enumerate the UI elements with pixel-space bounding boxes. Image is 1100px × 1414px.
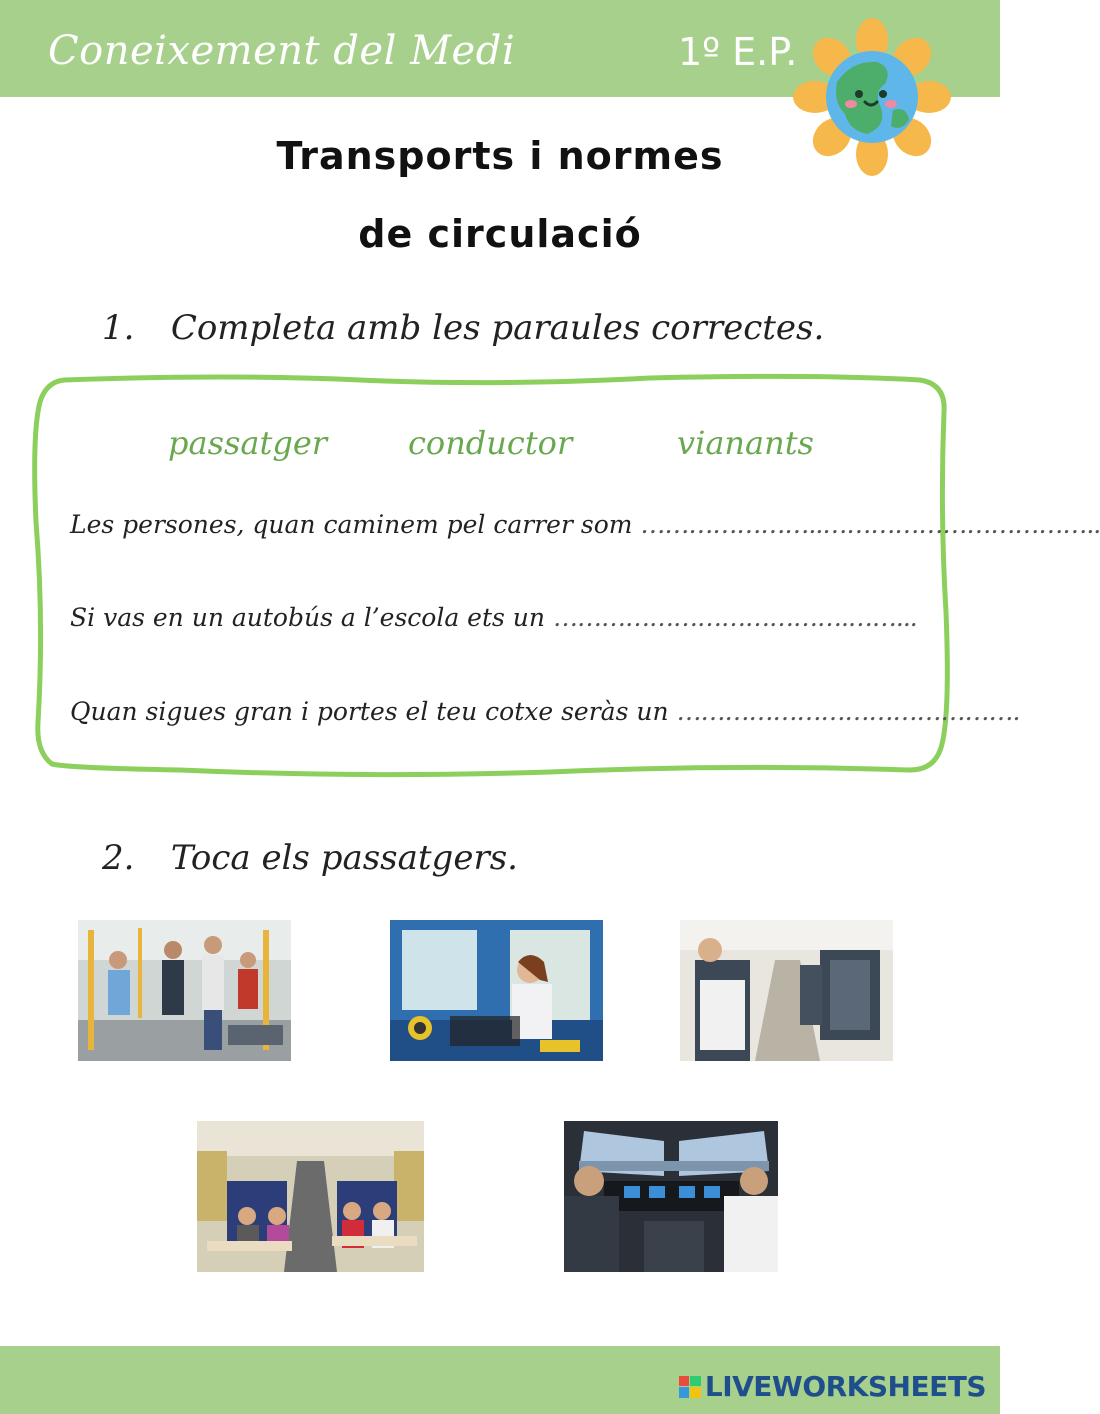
train-passengers-photo[interactable] [197, 1121, 424, 1272]
sentence-1-blank[interactable]: …………………..…………………………….. [640, 510, 1100, 539]
sentence-3 [70, 697, 1019, 726]
sentence-2 [70, 603, 917, 632]
sentence-2-blank[interactable]: ……………………………….……... [552, 603, 917, 632]
question2-number: 2. [102, 838, 135, 878]
bus-passengers-photo[interactable] [78, 920, 291, 1061]
liveworksheets-icon [679, 1376, 701, 1398]
question1-heading [102, 308, 824, 348]
sentence-2-text: Si vas en un autobús a l’escola ets un [70, 603, 545, 632]
question2-text: Toca els passatgers. [170, 838, 518, 878]
bus-driver-photo[interactable] [390, 920, 603, 1061]
sentence-3-text: Quan sigues gran i portes el teu cotxe seràs un [70, 697, 669, 726]
word-bank-passatger: passatger [168, 424, 328, 462]
sentence-1 [70, 510, 1100, 539]
word-bank-vianants: vianants [677, 424, 814, 462]
liveworksheets-text: LIVEWORKSHEETS [704, 1370, 986, 1403]
liveworksheets-logo[interactable] [679, 1370, 986, 1403]
grade-label: 1º E.P. [678, 30, 798, 74]
sentence-3-blank[interactable]: ……………………………………. [676, 697, 1020, 726]
question1-number: 1. [102, 308, 135, 348]
airplane-passenger-photo[interactable] [680, 920, 893, 1061]
question2-heading [102, 838, 518, 878]
pilots-cockpit-photo[interactable] [564, 1121, 778, 1272]
sentence-1-text: Les persones, quan caminem pel carrer som [70, 510, 633, 539]
question1-text: Completa amb les paraules correctes. [170, 308, 825, 348]
page-title-line2: de circulació [358, 212, 642, 256]
page-title-line1: Transports i normes [276, 134, 724, 178]
word-bank-conductor: conductor [408, 424, 573, 462]
subject-title: Coneixement del Medi [48, 28, 516, 74]
